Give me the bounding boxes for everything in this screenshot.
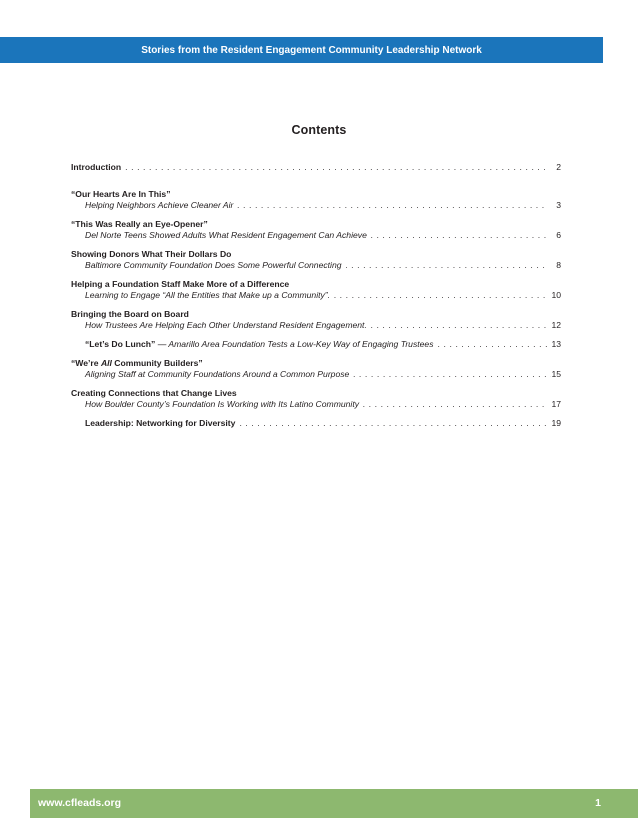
footer-banner: [30, 789, 638, 818]
toc-entry-donors[interactable]: [71, 249, 561, 271]
toc-page-number: 8: [556, 260, 561, 270]
header-banner: [0, 37, 603, 63]
toc-page-number: 2: [556, 162, 561, 172]
toc-entry-board[interactable]: [71, 309, 561, 331]
dot-leader: [438, 339, 547, 350]
footer-page-number: 1: [595, 797, 601, 809]
page-title: [0, 123, 638, 137]
toc-title-part: “We’re: [71, 358, 101, 368]
footer-url-link[interactable]: www.cfleads.org: [38, 797, 122, 809]
toc-title: “This Was Really an Eye-Opener”: [71, 219, 208, 229]
toc-title: Showing Donors What Their Dollars Do: [71, 249, 232, 259]
toc-page-number: 6: [556, 230, 561, 240]
dot-leader: [363, 399, 547, 410]
table-of-contents: [71, 162, 561, 429]
toc-title: Bringing the Board on Board: [71, 309, 189, 319]
dot-leader: [371, 320, 547, 331]
toc-subtitle: — Amarillo Area Foundation Tests a Low-Key Way of Engaging Trustees: [155, 339, 434, 349]
dot-leader: [125, 162, 547, 173]
toc-title: “Let’s Do Lunch”: [85, 339, 156, 349]
toc-page-number: 13: [551, 339, 561, 349]
toc-subtitle: Baltimore Community Foundation Does Some Powerful Connecting: [85, 260, 342, 270]
dot-leader: [237, 200, 547, 211]
toc-entry-staff[interactable]: [71, 279, 561, 301]
toc-page-number: 17: [551, 399, 561, 409]
toc-entry-builders[interactable]: [71, 358, 561, 380]
toc-title-part: Community Builders”: [111, 358, 203, 368]
toc-title: [71, 358, 561, 369]
toc-page-number: 10: [551, 290, 561, 300]
toc-entry-introduction[interactable]: [71, 162, 561, 173]
toc-page-number: 19: [551, 418, 561, 428]
dot-leader: [353, 369, 551, 380]
toc-title: “Our Hearts Are In This”: [71, 189, 171, 199]
contents-heading: Contents: [291, 123, 347, 137]
toc-entry-lunch[interactable]: [71, 339, 561, 350]
toc-title: Creating Connections that Change Lives: [71, 388, 237, 398]
toc-entry-diversity[interactable]: [71, 418, 561, 429]
toc-subtitle: Helping Neighbors Achieve Cleaner Air: [85, 200, 234, 210]
dot-leader: [239, 418, 547, 429]
toc-title: Leadership: Networking for Diversity: [85, 418, 236, 428]
dot-leader: [334, 290, 547, 301]
toc-subtitle: Learning to Engage “All the Entities that Make up a Community”.: [85, 290, 331, 300]
toc-title-emphasis: All: [100, 358, 112, 368]
toc-entry-eye-opener[interactable]: [71, 219, 561, 241]
toc-subtitle: Aligning Staff at Community Foundations Around a Common Purpose: [85, 369, 350, 379]
toc-subtitle: How Trustees Are Helping Each Other Understand Resident Engagement.: [85, 320, 367, 330]
toc-subtitle: Del Norte Teens Showed Adults What Resident Engagement Can Achieve: [85, 230, 367, 240]
toc-entry-connections[interactable]: [71, 388, 561, 410]
toc-page-number: 15: [551, 369, 561, 379]
toc-title: Introduction: [71, 162, 122, 172]
toc-page-number: 3: [556, 200, 561, 210]
toc-title: Helping a Foundation Staff Make More of a Difference: [71, 279, 290, 289]
toc-page-number: 12: [551, 320, 561, 330]
toc-subtitle: How Boulder County’s Foundation Is Working with Its Latino Community: [85, 399, 360, 409]
dot-leader: [346, 260, 547, 271]
toc-entry-hearts[interactable]: [71, 189, 561, 211]
dot-leader: [371, 230, 547, 241]
header-banner-text: Stories from the Resident Engagement Community Leadership Network: [141, 44, 482, 56]
